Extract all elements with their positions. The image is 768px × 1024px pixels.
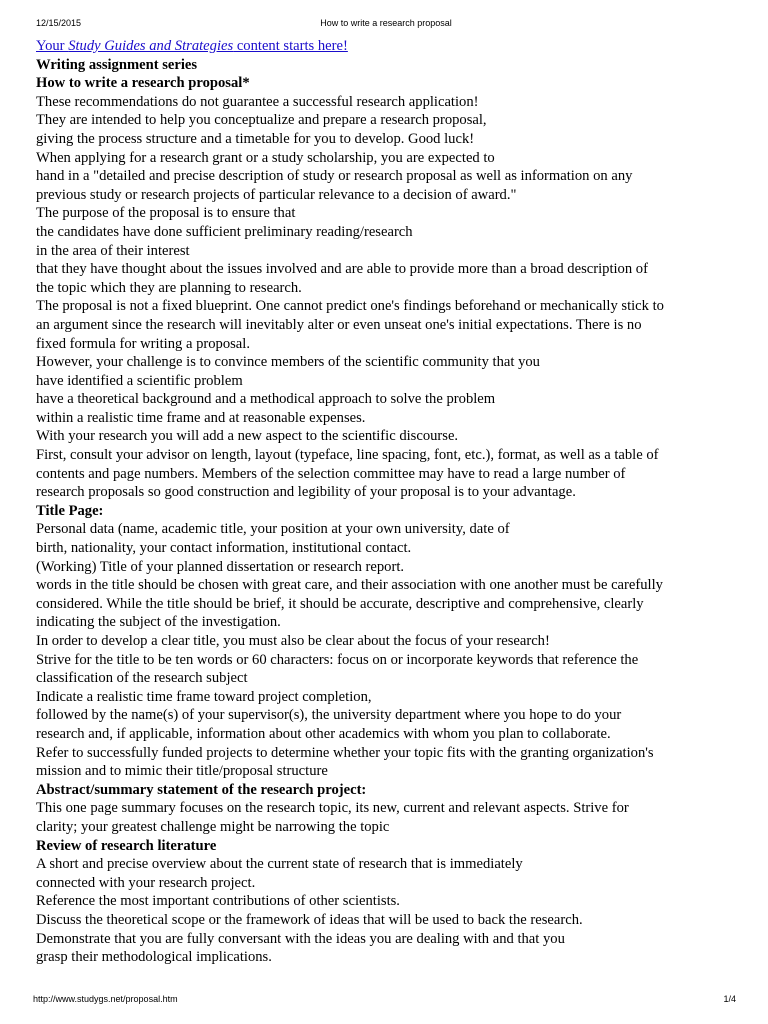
text-line: mission and to mimic their title/proposal structure [36,763,328,780]
text-line: an argument since the research will inevitably alter or even unseat one's initial expectations. There is no [36,316,642,333]
text-line: the topic which they are planning to research. [36,279,302,296]
text-line: research proposals so good construction and legibility of your proposal is to your advantage. [36,484,576,501]
text-line: connected with your research project. [36,874,256,891]
text-line: have identified a scientific problem [36,372,243,389]
text-line: hand in a "detailed and precise description of study or research proposal as well as information on any [36,168,633,185]
text-line: within a realistic time frame and at reasonable expenses. [36,409,366,426]
text-line: words in the title should be chosen with great care, and their association with one another must be carefully [36,577,663,594]
text-line: classification of the research subject [36,670,248,687]
link-italic-text: Study Guides and Strategies [68,38,234,54]
text-line: The purpose of the proposal is to ensure that [36,205,296,222]
print-date: 12/15/2015 [36,18,82,28]
text-line: Discuss the theoretical scope or the framework of ideas that will be used to back the research. [36,911,583,928]
text-line: With your research you will add a new aspect to the scientific discourse. [36,428,459,445]
text-line: They are intended to help you conceptualize and prepare a research proposal, [36,112,487,129]
page-number: 1/4 [723,994,736,1004]
link-suffix: content starts here! [233,38,348,54]
text-line: clarity; your greatest challenge might be narrowing the topic [36,818,390,835]
link-prefix: Your [36,38,69,54]
text-line: This one page summary focuses on the research topic, its new, current and relevant aspects. Strive for [36,800,629,817]
section-heading: Abstract/summary statement of the research project: [36,781,367,798]
text-line: The proposal is not a fixed blueprint. One cannot predict one's findings beforehand or mechanically stick to [36,298,664,315]
document-body [36,37,736,967]
text-line: indicating the subject of the investigation. [36,614,281,631]
text-line: previous study or research projects of particular relevance to a decision of award." [36,186,517,203]
text-line: fixed formula for writing a proposal. [36,335,250,352]
text-line: considered. While the title should be brief, it should be accurate, descriptive and comprehensive, clearly [36,595,644,612]
section-heading: How to write a research proposal* [36,75,250,92]
text-line: When applying for a research grant or a study scholarship, you are expected to [36,149,495,166]
text-line: Refer to successfully funded projects to determine whether your topic fits with the granting organization's [36,744,654,761]
text-line: First, consult your advisor on length, layout (typeface, line spacing, font, etc.), format, as well as a table of [36,447,659,464]
text-line: in the area of their interest [36,242,190,259]
text-line: Reference the most important contributions of other scientists. [36,893,400,910]
text-line: Indicate a realistic time frame toward project completion, [36,688,372,705]
text-line: Strive for the title to be ten words or 60 characters: focus on or incorporate keywords that reference the [36,651,639,668]
study-guides-link[interactable] [36,37,736,56]
text-line: contents and page numbers. Members of the selection committee may have to read a large number of [36,465,626,482]
text-line: grasp their methodological implications. [36,949,272,966]
text-line: giving the process structure and a timetable for you to develop. Good luck! [36,130,475,147]
text-line: research and, if applicable, information about other academics with whom you plan to collaborate. [36,725,611,742]
text-line: Personal data (name, academic title, your position at your own university, date of [36,521,510,538]
print-page-title: How to write a research proposal [320,18,452,28]
text-line: followed by the name(s) of your supervisor(s), the university department where you hope to do your [36,707,622,724]
source-url: http://www.studygs.net/proposal.htm [33,994,178,1004]
text-line: A short and precise overview about the current state of research that is immediately [36,856,523,873]
text-line: that they have thought about the issues involved and are able to provide more than a broad description of [36,261,648,278]
section-heading: Writing assignment series [36,56,198,73]
text-line: birth, nationality, your contact information, institutional contact. [36,540,412,557]
text-line: (Working) Title of your planned dissertation or research report. [36,558,405,575]
section-heading: Title Page: [36,502,104,519]
section-heading: Review of research literature [36,837,217,854]
print-footer [33,994,736,1008]
print-header [36,18,736,32]
text-line: have a theoretical background and a methodical approach to solve the problem [36,391,496,408]
text-line: In order to develop a clear title, you must also be clear about the focus of your research! [36,633,550,649]
text-line: Demonstrate that you are fully conversant with the ideas you are dealing with and that you [36,930,565,947]
text-line: However, your challenge is to convince members of the scientific community that you [36,354,540,371]
text-line: These recommendations do not guarantee a successful research application! [36,93,479,110]
text-line: the candidates have done sufficient preliminary reading/research [36,223,413,240]
